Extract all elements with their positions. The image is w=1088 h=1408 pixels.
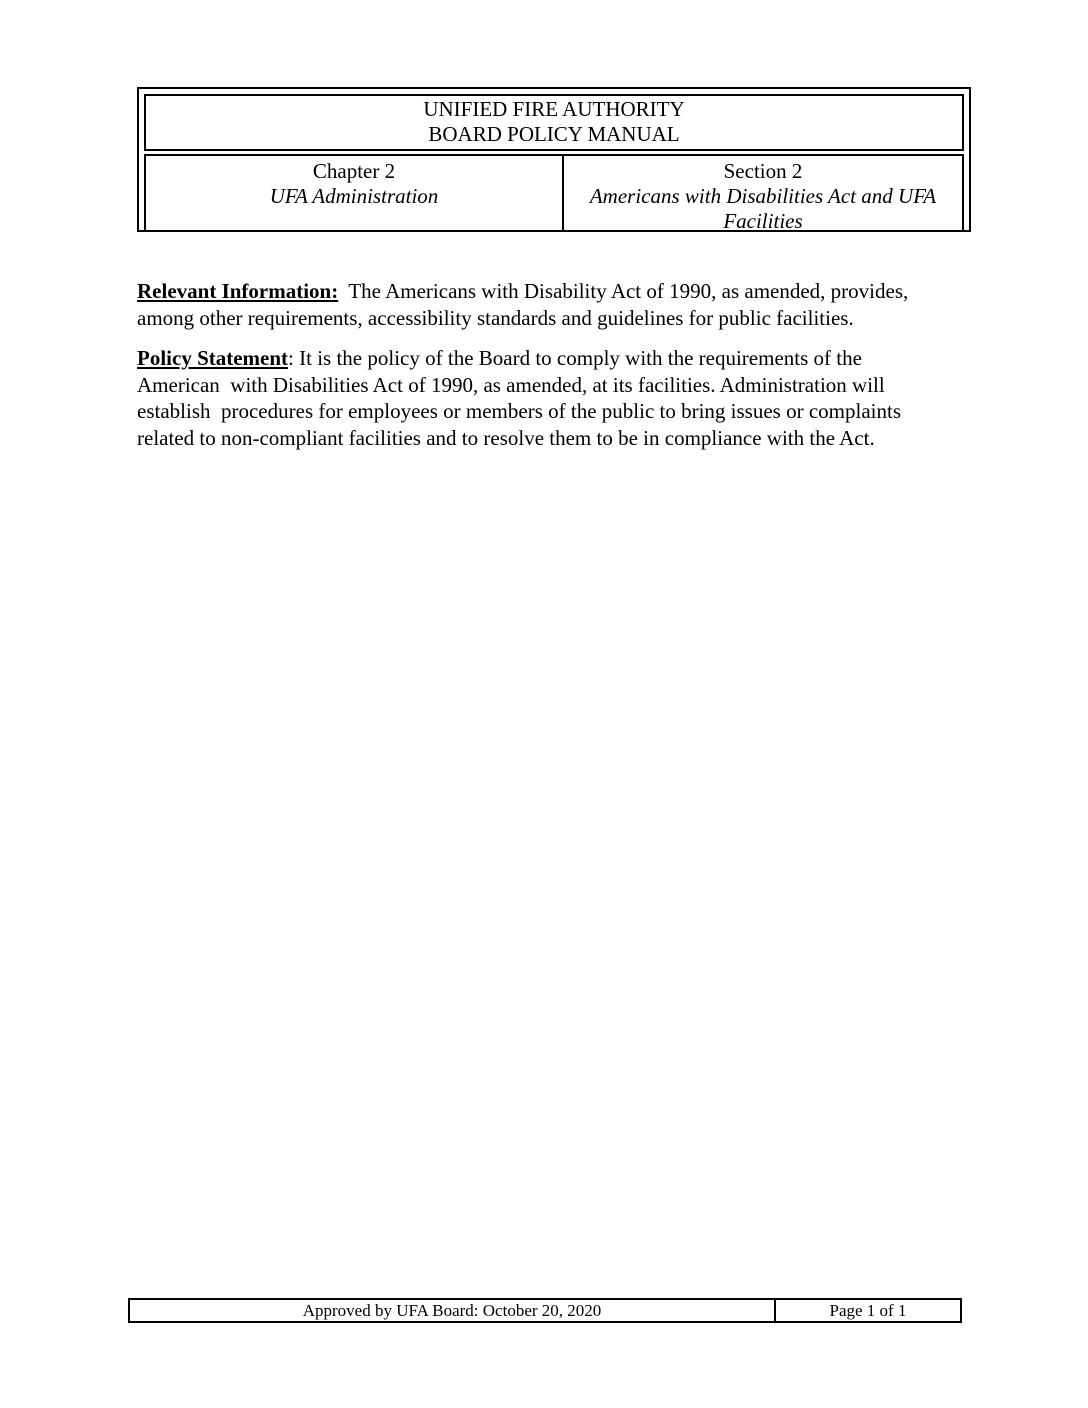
chapter-section-row bbox=[144, 154, 964, 233]
header-table bbox=[137, 87, 971, 232]
section-label: Section 2 bbox=[723, 159, 803, 183]
chapter-title: UFA Administration bbox=[269, 184, 439, 208]
section-cell bbox=[564, 156, 962, 233]
relevant-information-text: The Americans with Disability Act of 1990, as amended, provides, among other requirements, accessibility standards and guidelines for public facilities. bbox=[137, 279, 914, 330]
org-name: UNIFIED FIRE AUTHORITY bbox=[423, 97, 685, 121]
relevant-information-heading: Relevant Information: bbox=[137, 279, 339, 303]
chapter-cell bbox=[146, 156, 564, 230]
policy-statement-text: : It is the policy of the Board to comply with the requirements of the American with Disabilities Act of 1990, as amended, at its facilities. Administration will establish procedures for employees or members of the public to bring issues or complaints related to non-compliant facilities and to resolve them to be in compliance with the Act. bbox=[137, 346, 907, 450]
policy-statement-paragraph bbox=[137, 345, 937, 451]
page-number: Page 1 of 1 bbox=[829, 1301, 907, 1320]
section-title-line2: Facilities bbox=[723, 209, 803, 233]
chapter-label: Chapter 2 bbox=[312, 159, 396, 183]
policy-statement-heading: Policy Statement bbox=[137, 346, 289, 370]
section-title-line1: Americans with Disabilities Act and UFA bbox=[589, 184, 937, 208]
footer-table bbox=[128, 1298, 962, 1323]
manual-title-box bbox=[144, 94, 964, 151]
approval-date: Approved by UFA Board: October 20, 2020 bbox=[130, 1300, 776, 1321]
manual-name: BOARD POLICY MANUAL bbox=[428, 122, 680, 146]
relevant-information-paragraph bbox=[137, 278, 937, 331]
